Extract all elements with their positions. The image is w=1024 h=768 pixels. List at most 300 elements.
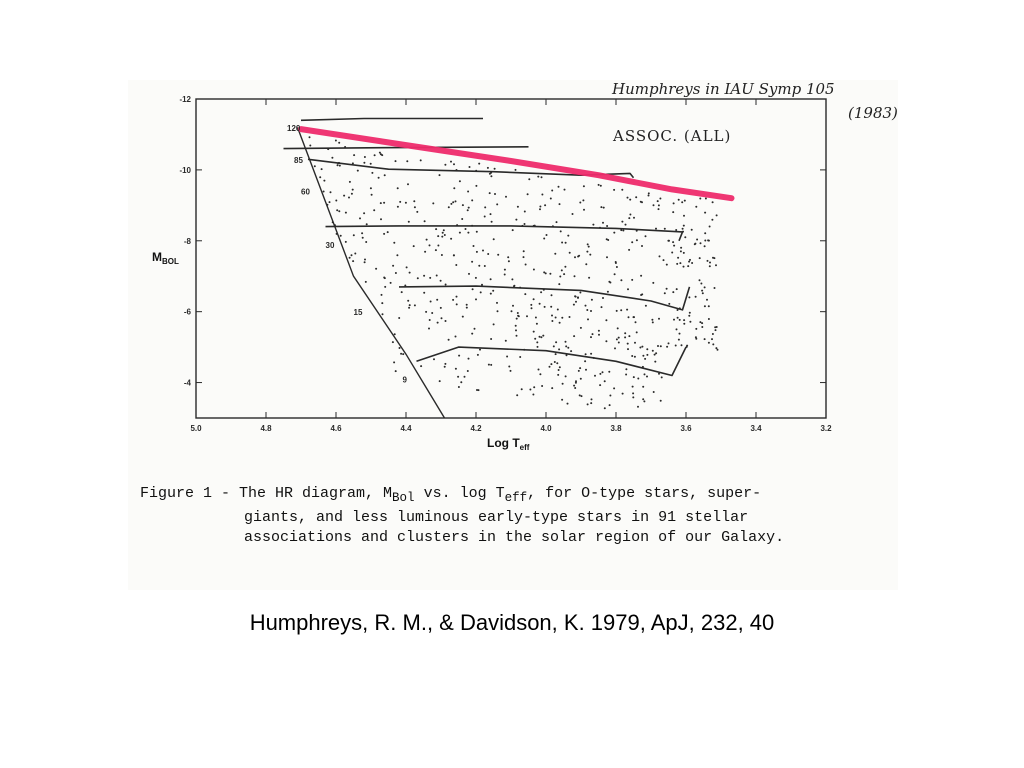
star-point: [450, 161, 452, 163]
star-point: [440, 307, 442, 309]
star-point: [585, 305, 587, 307]
star-point: [675, 229, 677, 231]
star-point: [616, 266, 618, 268]
star-point: [468, 273, 470, 275]
star-point: [431, 312, 433, 314]
star-point: [405, 202, 407, 204]
star-point: [467, 191, 469, 193]
star-point: [699, 279, 701, 281]
star-point: [699, 257, 701, 259]
star-point: [394, 333, 396, 335]
star-point: [573, 385, 575, 387]
star-point: [543, 238, 545, 240]
star-point: [364, 261, 366, 263]
star-point: [679, 319, 681, 321]
star-point: [549, 366, 551, 368]
star-point: [707, 260, 709, 262]
star-point: [467, 209, 469, 211]
star-point: [524, 211, 526, 213]
star-point: [351, 254, 353, 256]
star-point: [606, 256, 608, 258]
star-point: [477, 354, 479, 356]
caption-line-3: associations and clusters in the solar region of our Galaxy.: [244, 529, 785, 546]
star-point: [505, 340, 507, 342]
star-point: [585, 369, 587, 371]
star-point: [672, 241, 674, 243]
star-point: [651, 319, 653, 321]
star-point: [440, 280, 442, 282]
star-point: [319, 176, 321, 178]
star-point: [414, 304, 416, 306]
star-point: [614, 273, 616, 275]
star-point: [657, 200, 659, 202]
star-point: [393, 361, 395, 363]
star-point: [467, 370, 469, 372]
star-point: [689, 259, 691, 261]
star-point: [659, 198, 661, 200]
y-tick-label: -8: [183, 236, 191, 246]
star-point: [590, 402, 592, 404]
star-point: [466, 307, 468, 309]
star-point: [504, 269, 506, 271]
star-point: [476, 231, 478, 233]
star-point: [678, 199, 680, 201]
star-point: [648, 192, 650, 194]
star-point: [487, 253, 489, 255]
star-point: [625, 368, 627, 370]
star-point: [476, 389, 478, 391]
star-point: [370, 187, 372, 189]
star-point: [635, 321, 637, 323]
star-point: [601, 306, 603, 308]
star-point: [558, 283, 560, 285]
star-point: [384, 174, 386, 176]
star-point: [441, 254, 443, 256]
year-note: (1983): [848, 104, 898, 122]
star-point: [437, 235, 439, 237]
star-point: [675, 345, 677, 347]
star-point: [374, 154, 376, 156]
star-point: [489, 173, 491, 175]
star-point: [442, 232, 444, 234]
star-point: [481, 284, 483, 286]
star-point: [604, 407, 606, 409]
star-point: [562, 383, 564, 385]
star-point: [505, 196, 507, 198]
star-point: [695, 336, 697, 338]
star-point: [515, 169, 517, 171]
star-point: [426, 239, 428, 241]
star-point: [629, 214, 631, 216]
y-axis-label: [152, 250, 179, 266]
star-point: [654, 361, 656, 363]
star-point: [704, 240, 706, 242]
star-point: [508, 260, 510, 262]
star-point: [528, 178, 530, 180]
star-point: [661, 376, 663, 378]
star-point: [459, 232, 461, 234]
star-point: [627, 343, 629, 345]
star-point: [673, 202, 675, 204]
star-point: [708, 305, 710, 307]
star-point: [550, 198, 552, 200]
star-point: [580, 378, 582, 380]
star-point: [668, 240, 670, 242]
star-point: [453, 187, 455, 189]
star-point: [539, 373, 541, 375]
star-point: [539, 208, 541, 210]
star-point: [480, 291, 482, 293]
star-point: [507, 256, 509, 258]
evolution-track-120: [301, 119, 483, 121]
star-point: [691, 262, 693, 264]
star-point: [600, 206, 602, 208]
x-tick-label: 3.8: [610, 424, 622, 433]
star-point: [512, 229, 514, 231]
star-point: [561, 269, 563, 271]
star-point: [607, 291, 609, 293]
star-point: [587, 318, 589, 320]
star-point: [716, 214, 718, 216]
x-tick-label: 4.8: [260, 424, 272, 433]
star-point: [413, 245, 415, 247]
star-point: [381, 294, 383, 296]
star-point: [450, 238, 452, 240]
star-point: [345, 241, 347, 243]
star-point: [574, 387, 576, 389]
star-point: [539, 206, 541, 208]
star-point: [363, 162, 365, 164]
star-point: [555, 317, 557, 319]
star-point: [455, 200, 457, 202]
star-point: [671, 252, 673, 254]
star-point: [408, 307, 410, 309]
star-point: [515, 325, 517, 327]
star-point: [544, 204, 546, 206]
star-point: [704, 305, 706, 307]
star-point: [677, 317, 679, 319]
star-point: [475, 277, 477, 279]
star-point: [407, 300, 409, 302]
star-point: [395, 370, 397, 372]
citation: Humphreys, R. M., & Davidson, K. 1979, ApJ, 232, 40: [249, 610, 775, 635]
star-point: [490, 175, 492, 177]
star-point: [540, 336, 542, 338]
x-axis-label: [487, 436, 529, 452]
star-point: [551, 320, 553, 322]
star-point: [602, 371, 604, 373]
star-point: [620, 309, 622, 311]
star-point: [487, 167, 489, 169]
star-point: [551, 315, 553, 317]
star-point: [439, 380, 441, 382]
star-point: [575, 382, 577, 384]
star-point: [581, 395, 583, 397]
star-point: [384, 286, 386, 288]
star-point: [479, 349, 481, 351]
star-point: [704, 212, 706, 214]
star-point: [455, 264, 457, 266]
star-point: [559, 322, 561, 324]
star-point: [565, 341, 567, 343]
star-point: [588, 246, 590, 248]
star-point: [370, 163, 372, 165]
star-point: [352, 260, 354, 262]
star-point: [392, 265, 394, 267]
star-point: [707, 239, 709, 241]
star-point: [658, 318, 660, 320]
caption-line-2: giants, and less luminous early-type stars in 91 stellar: [244, 509, 749, 526]
star-point: [632, 386, 634, 388]
star-point: [684, 200, 686, 202]
star-point: [561, 399, 563, 401]
star-point: [510, 370, 512, 372]
star-point: [345, 212, 347, 214]
star-point: [704, 286, 706, 288]
star-point: [365, 281, 367, 283]
star-point: [359, 217, 361, 219]
star-point: [672, 211, 674, 213]
star-point: [428, 328, 430, 330]
star-point: [640, 201, 642, 203]
star-point: [460, 381, 462, 383]
scatter-points: [309, 136, 719, 409]
star-point: [653, 204, 655, 206]
star-point: [655, 228, 657, 230]
star-point: [691, 229, 693, 231]
y-tick-label: -10: [179, 165, 191, 175]
star-point: [590, 336, 592, 338]
star-point: [609, 404, 611, 406]
star-point: [631, 241, 633, 243]
star-point: [429, 319, 431, 321]
star-point: [676, 288, 678, 290]
star-point: [467, 232, 469, 234]
star-point: [714, 287, 716, 289]
star-point: [666, 288, 668, 290]
star-point: [366, 223, 368, 225]
star-point: [580, 327, 582, 329]
star-point: [331, 157, 333, 159]
star-point: [712, 333, 714, 335]
star-point: [676, 328, 678, 330]
star-point: [633, 316, 635, 318]
star-point: [558, 348, 560, 350]
y-tick-label: -12: [179, 95, 191, 104]
star-point: [424, 220, 426, 222]
star-point: [497, 310, 499, 312]
star-point: [381, 302, 383, 304]
star-point: [437, 245, 439, 247]
star-point: [622, 230, 624, 232]
star-point: [567, 235, 569, 237]
star-point: [435, 249, 437, 251]
star-point: [679, 262, 681, 264]
star-point: [456, 303, 458, 305]
star-point: [515, 329, 517, 331]
star-point: [613, 387, 615, 389]
star-point: [555, 353, 557, 355]
star-point: [655, 352, 657, 354]
star-point: [551, 387, 553, 389]
star-point: [337, 164, 339, 166]
star-point: [352, 189, 354, 191]
star-point: [641, 293, 643, 295]
star-point: [533, 386, 535, 388]
star-point: [343, 195, 345, 197]
star-point: [371, 194, 373, 196]
star-point: [587, 243, 589, 245]
star-point: [441, 317, 443, 319]
star-point: [423, 292, 425, 294]
star-point: [666, 346, 668, 348]
star-point: [329, 201, 331, 203]
mass-labels: [287, 124, 408, 385]
star-point: [567, 347, 569, 349]
star-point: [364, 259, 366, 261]
star-point: [628, 335, 630, 337]
star-point: [606, 238, 608, 240]
star-point: [583, 185, 585, 187]
star-point: [637, 378, 639, 380]
star-point: [490, 278, 492, 280]
star-point: [496, 302, 498, 304]
star-point: [688, 261, 690, 263]
star-point: [683, 225, 685, 227]
star-point: [465, 228, 467, 230]
star-point: [658, 208, 660, 210]
star-point: [556, 362, 558, 364]
star-point: [458, 386, 460, 388]
star-point: [574, 275, 576, 277]
star-point: [533, 331, 535, 333]
mass-label: 85: [294, 155, 303, 165]
star-point: [640, 275, 642, 277]
star-point: [504, 274, 506, 276]
star-point: [604, 380, 606, 382]
star-point: [572, 213, 574, 215]
star-point: [594, 375, 596, 377]
caption-line-1-c: , for O-type stars, super-: [527, 485, 762, 502]
star-point: [585, 263, 587, 265]
star-point: [709, 265, 711, 267]
star-point: [314, 165, 316, 167]
star-point: [625, 224, 627, 226]
star-point: [584, 360, 586, 362]
caption-line-1-b: vs. log T: [414, 485, 505, 502]
star-point: [361, 232, 363, 234]
star-point: [458, 355, 460, 357]
star-point: [453, 163, 455, 165]
star-point: [672, 291, 674, 293]
star-point: [413, 200, 415, 202]
star-point: [493, 238, 495, 240]
caption-line-1-sub: Bol: [392, 491, 415, 505]
star-point: [590, 310, 592, 312]
star-point: [585, 353, 587, 355]
star-point: [542, 335, 544, 337]
y-tick-label: -6: [183, 307, 191, 317]
star-point: [555, 341, 557, 343]
star-point: [524, 223, 526, 225]
star-point: [704, 245, 706, 247]
star-point: [677, 257, 679, 259]
star-point: [471, 261, 473, 263]
star-point: [330, 191, 332, 193]
star-point: [409, 272, 411, 274]
star-point: [309, 136, 311, 138]
star-point: [395, 272, 397, 274]
star-point: [529, 389, 531, 391]
star-point: [565, 375, 567, 377]
star-point: [323, 180, 325, 182]
star-point: [567, 403, 569, 405]
star-point: [444, 164, 446, 166]
star-point: [382, 313, 384, 315]
star-point: [616, 310, 618, 312]
star-point: [436, 275, 438, 277]
star-point: [508, 366, 510, 368]
star-point: [614, 347, 616, 349]
star-point: [531, 307, 533, 309]
star-point: [715, 264, 717, 266]
star-point: [511, 310, 513, 312]
star-point: [476, 251, 478, 253]
star-point: [696, 239, 698, 241]
star-point: [701, 290, 703, 292]
star-point: [524, 293, 526, 295]
star-point: [378, 177, 380, 179]
star-point: [565, 345, 567, 347]
star-point: [349, 257, 351, 259]
star-point: [534, 338, 536, 340]
star-point: [321, 168, 323, 170]
star-point: [598, 334, 600, 336]
star-point: [608, 371, 610, 373]
star-point: [678, 339, 680, 341]
star-point: [430, 301, 432, 303]
top-note: Humphreys in IAU Symp 105: [612, 80, 835, 98]
star-point: [569, 316, 571, 318]
star-point: [429, 277, 431, 279]
x-tick-label: 3.6: [680, 424, 692, 433]
star-point: [516, 335, 518, 337]
star-point: [475, 298, 477, 300]
star-point: [538, 369, 540, 371]
star-point: [521, 388, 523, 390]
star-point: [506, 356, 508, 358]
star-point: [591, 299, 593, 301]
star-point: [336, 209, 338, 211]
star-point: [634, 356, 636, 358]
star-point: [639, 347, 641, 349]
star-point: [468, 207, 470, 209]
star-point: [579, 394, 581, 396]
star-point: [588, 277, 590, 279]
x-axis-label-main: Log T: [487, 436, 520, 450]
star-point: [644, 373, 646, 375]
star-point: [631, 279, 633, 281]
star-point: [309, 145, 311, 147]
star-point: [701, 326, 703, 328]
star-point: [705, 198, 707, 200]
star-point: [443, 229, 445, 231]
star-point: [472, 288, 474, 290]
star-point: [563, 273, 565, 275]
star-point: [490, 293, 492, 295]
star-point: [708, 318, 710, 320]
star-point: [364, 156, 366, 158]
